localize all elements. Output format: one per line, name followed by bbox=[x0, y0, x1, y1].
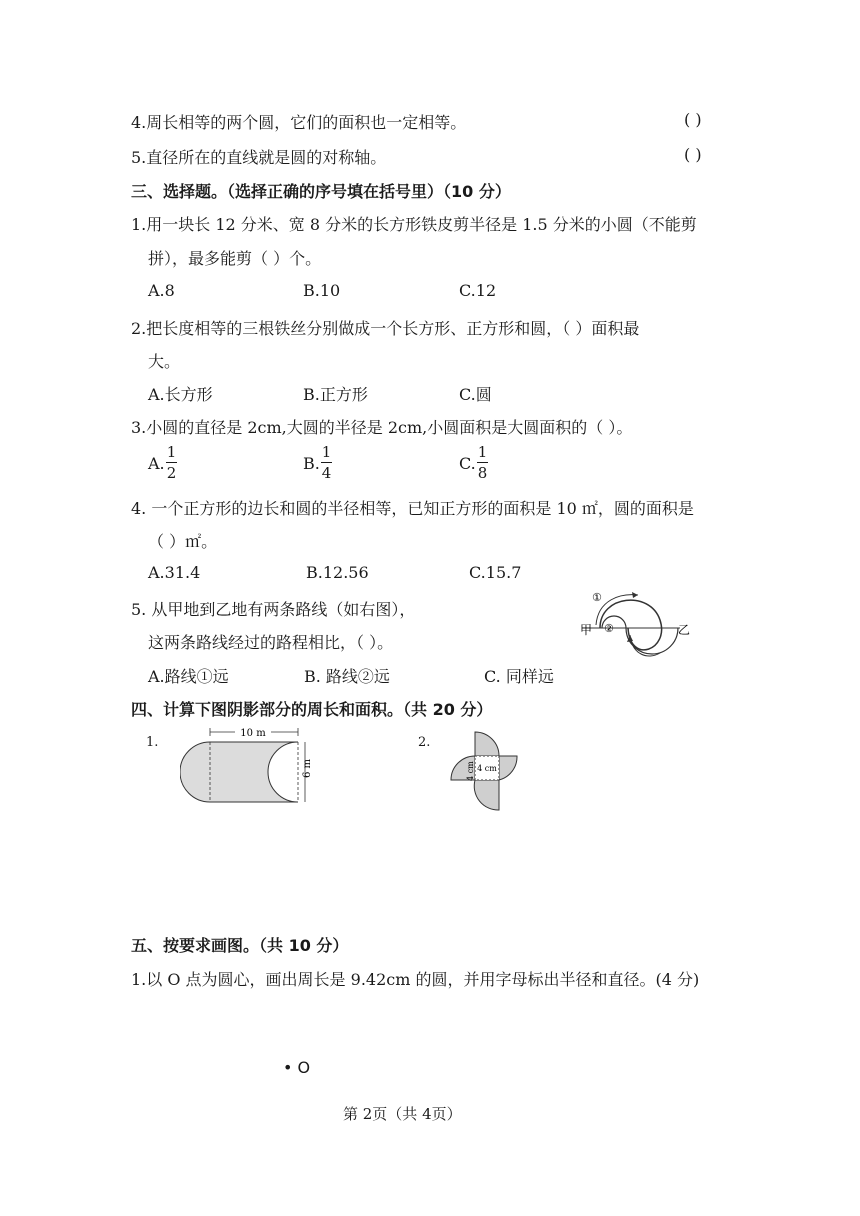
side-label: 4 cm bbox=[477, 764, 497, 773]
option-a[interactable]: A.8 bbox=[148, 281, 175, 300]
choice-question-4-line2: （ ）㎡。 bbox=[148, 532, 218, 551]
option-c[interactable]: C.15.7 bbox=[469, 563, 522, 582]
denominator: 4 bbox=[321, 464, 332, 482]
denominator: 8 bbox=[477, 464, 488, 482]
figure-1-shaded-shape bbox=[180, 724, 320, 824]
option-b[interactable]: B.12.56 bbox=[306, 563, 369, 582]
choice-question-1-line2: 拼），最多能剪（ ）个。 bbox=[148, 249, 322, 268]
option-c-prefix[interactable]: C. bbox=[459, 454, 476, 473]
figure-2-pinwheel-shape bbox=[445, 726, 525, 818]
fraction-one-half bbox=[166, 443, 177, 482]
route-2-path-lower bbox=[626, 628, 678, 654]
numerator: 1 bbox=[477, 443, 488, 461]
quarter-circle-bottom bbox=[474, 780, 499, 810]
end-label: 乙 bbox=[678, 623, 691, 637]
figure-2-label: 2. bbox=[418, 735, 431, 750]
fraction-bar bbox=[321, 462, 332, 463]
answer-blank[interactable]: ( ) bbox=[684, 145, 702, 164]
figure-1-label: 1. bbox=[146, 735, 159, 750]
side-label-vertical: 4 cm bbox=[466, 761, 475, 781]
fraction-bar bbox=[166, 462, 177, 463]
choice-question-1-line1: 1.用一块长 12 分米、宽 8 分米的长方形铁皮剪半径是 1.5 分米的小圆（不能剪 bbox=[131, 215, 697, 234]
choice-question-5-line2: 这两条路线经过的路程相比，（ ）。 bbox=[148, 633, 394, 652]
fraction-one-quarter bbox=[321, 443, 332, 482]
route-2-label: ② bbox=[604, 622, 614, 635]
option-b[interactable]: B. 路线②远 bbox=[304, 667, 390, 686]
choice-question-4-line1: 4. 一个正方形的边长和圆的半径相等，已知正方形的面积是 10 ㎡，圆的面积是 bbox=[131, 499, 694, 518]
choice-question-5-line1: 5. 从甲地到乙地有两条路线（如右图）， bbox=[131, 600, 416, 619]
route-1-label: ① bbox=[592, 591, 602, 604]
judge-question-5: 5.直径所在的直线就是圆的对称轴。 bbox=[131, 148, 387, 167]
shaded-region bbox=[180, 742, 298, 802]
drawing-question-1: 1.以 O 点为圆心，画出周长是 9.42cm 的圆，并用字母标出半径和直径。(4 分) bbox=[131, 970, 700, 989]
center-point-o[interactable]: • O bbox=[283, 1058, 311, 1077]
quarter-circle-top bbox=[475, 732, 499, 756]
option-c[interactable]: C.12 bbox=[459, 281, 497, 300]
option-a[interactable]: A.路线①远 bbox=[148, 667, 229, 686]
denominator: 2 bbox=[166, 464, 177, 482]
page-footer: 第 2页（共 4页） bbox=[343, 1105, 462, 1123]
option-b[interactable]: B.10 bbox=[303, 281, 341, 300]
option-a[interactable]: A.长方形 bbox=[148, 385, 213, 404]
judge-question-4: 4.周长相等的两个圆，它们的面积也一定相等。 bbox=[131, 113, 467, 132]
fraction-one-eighth bbox=[477, 443, 488, 482]
section-heading: 三、选择题。（选择正确的序号填在括号里）（10 分） bbox=[131, 182, 511, 201]
section-heading: 五、按要求画图。（共 10 分） bbox=[131, 936, 349, 955]
option-c[interactable]: C. 同样远 bbox=[484, 667, 554, 686]
choice-question-2-line1: 2.把长度相等的三根铁丝分别做成一个长方形、正方形和圆，（ ）面积最 bbox=[131, 319, 640, 338]
width-label: 10 m bbox=[240, 728, 266, 739]
choice-question-3-line1: 3.小圆的直径是 2cm,大圆的半径是 2cm,小圆面积是大圆面积的（ ）。 bbox=[131, 418, 633, 437]
height-label: 6 m bbox=[302, 758, 313, 778]
option-a-prefix[interactable]: A. bbox=[148, 454, 165, 473]
route-1-arrow bbox=[596, 595, 638, 625]
numerator: 1 bbox=[166, 443, 177, 461]
route-diagram bbox=[560, 585, 720, 665]
arrow-head-icon bbox=[632, 592, 638, 598]
choice-question-2-line2: 大。 bbox=[148, 352, 181, 371]
answer-blank[interactable]: ( ) bbox=[684, 110, 702, 129]
option-a[interactable]: A.31.4 bbox=[148, 563, 201, 582]
option-b-prefix[interactable]: B. bbox=[303, 454, 320, 473]
quarter-circle-right bbox=[499, 756, 517, 780]
fraction-bar bbox=[477, 462, 488, 463]
numerator: 1 bbox=[321, 443, 332, 461]
option-b[interactable]: B.正方形 bbox=[303, 385, 368, 404]
section-heading: 四、计算下图阴影部分的周长和面积。（共 20 分） bbox=[131, 700, 493, 719]
option-c[interactable]: C.圆 bbox=[459, 385, 492, 404]
start-label: 甲 bbox=[580, 623, 593, 637]
